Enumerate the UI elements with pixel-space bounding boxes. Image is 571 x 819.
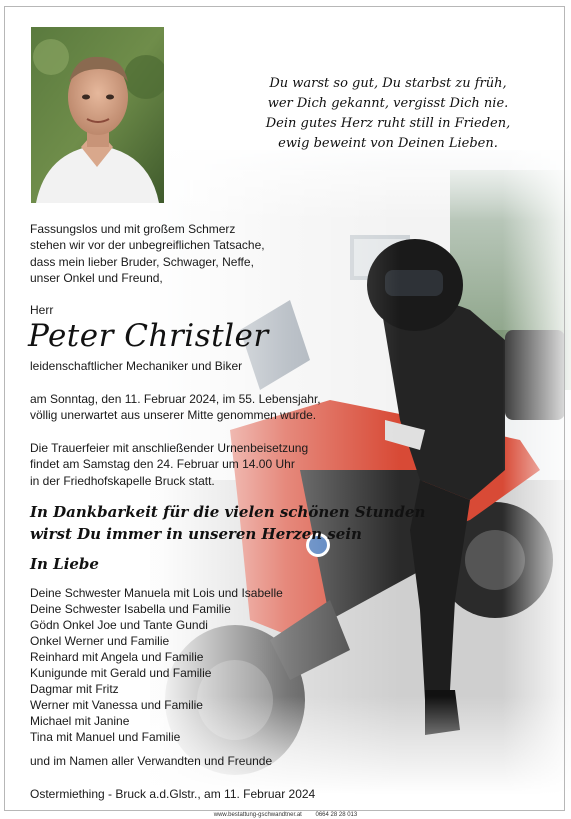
intro-line: Fassungslos und mit großem Schmerz	[30, 222, 236, 236]
mourner-item: Deine Schwester Isabella und Familie	[30, 602, 231, 616]
mourner-item: Onkel Werner und Familie	[30, 634, 170, 648]
death-notice-line: völlig unerwartet aus unserer Mitte genommen wurde.	[30, 408, 317, 422]
mourner-item: Kunigunde mit Gerald und Familie	[30, 666, 212, 680]
poem-line: wer Dich gekannt, vergisst Dich nie.	[267, 96, 509, 111]
intro-line: unser Onkel und Freund,	[30, 271, 163, 285]
in-love-heading: In Liebe	[30, 555, 99, 573]
mourner-item: Gödn Onkel Joe und Tante Gundi	[30, 618, 208, 632]
portrait-photo	[31, 27, 164, 203]
intro-line: dass mein lieber Bruder, Schwager, Neffe,	[30, 255, 254, 269]
poem-line: Du warst so gut, Du starbst zu früh,	[269, 76, 507, 91]
salutation: Herr	[30, 303, 54, 317]
mourner-item: Reinhard mit Angela und Familie	[30, 650, 204, 664]
funeral-info-line: in der Friedhofskapelle Bruck statt.	[30, 474, 215, 488]
relatives-line: und im Namen aller Verwandten und Freunde	[30, 754, 273, 768]
poem-line: Dein gutes Herz ruht still in Frieden,	[265, 116, 511, 131]
mourner-item: Michael mit Janine	[30, 714, 130, 728]
mourner-item: Tina mit Manuel und Familie	[30, 730, 181, 744]
intro-line: stehen wir vor der unbegreiflichen Tatsache,	[30, 238, 265, 252]
death-notice-line: am Sonntag, den 11. Februar 2024, im 55. Lebensjahr,	[30, 392, 321, 406]
footer	[0, 812, 571, 818]
gratitude-line: In Dankbarkeit für die vielen schönen Stunden	[30, 503, 426, 521]
funeral-info-line: findet am Samstag den 24. Februar um 14.00 Uhr	[30, 457, 295, 471]
footer-phone: 0664 28 28 013	[315, 812, 358, 818]
mourner-item: Werner mit Vanessa und Familie	[30, 698, 203, 712]
footer-website[interactable]: www.bestattung-gschwandtner.at	[213, 812, 302, 818]
funeral-info-line: Die Trauerfeier mit anschließender Urnenbeisetzung	[30, 441, 309, 455]
mourner-item: Dagmar mit Fritz	[30, 682, 119, 696]
memorial-poem	[238, 74, 538, 154]
mourner-item: Deine Schwester Manuela mit Lois und Isabelle	[30, 586, 283, 600]
deceased-name: Peter Christler	[28, 318, 269, 354]
place-date: Ostermiething - Bruck a.d.Glstr., am 11. Februar 2024	[30, 787, 316, 801]
gratitude-line: wirst Du immer in unseren Herzen sein	[30, 525, 362, 543]
deceased-description: leidenschaftlicher Mechaniker und Biker	[30, 359, 243, 373]
poem-line: ewig beweint von Deinen Lieben.	[278, 136, 498, 151]
